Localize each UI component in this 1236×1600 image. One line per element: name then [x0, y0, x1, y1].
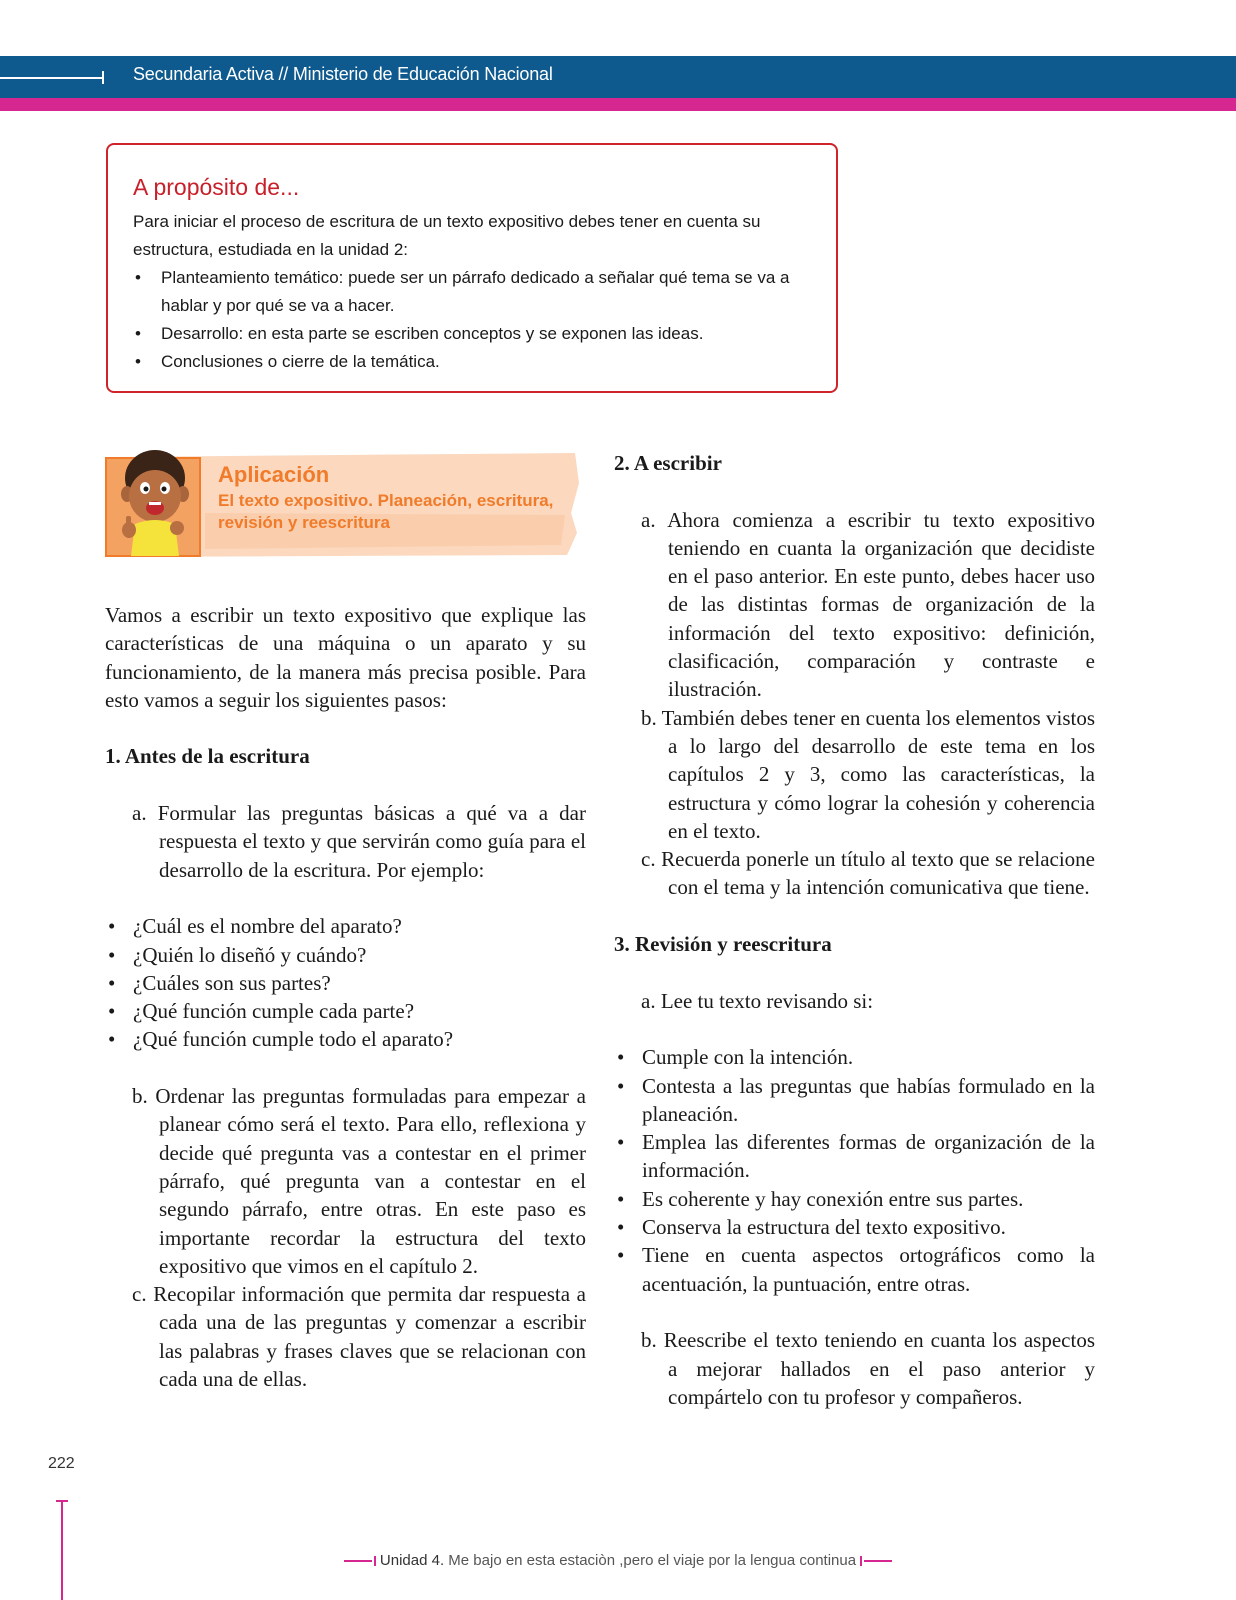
purpose-bullet: • Conclusiones o cierre de la temática.: [133, 348, 813, 376]
page-marker-line: [61, 1500, 63, 1600]
application-subtitle: El texto expositivo. Planeación, escritura, revisión y reescritura: [218, 491, 554, 532]
page-number: 222: [48, 1455, 75, 1472]
question-item: • ¿Cuál es el nombre del aparato?: [105, 912, 586, 940]
purpose-bullet: • Planteamiento temático: puede ser un párrafo dedicado a señalar qué tema se va a hablar y por qué se va a hacer.: [133, 264, 813, 320]
footer-unit-title: Me bajo en esta estaciòn ,pero el viaje por la lengua continua: [448, 1552, 857, 1569]
step2-item-a: a. Ahora comienza a escribir tu texto expositivo teniendo en cuanta la organización que decidiste en el paso anterior. En este punto, debes hacer uso de las distintas formas de organización de la información del texto expositivo: definición, clasificación, comparación y contraste e ilustración.: [641, 507, 1095, 702]
intro-paragraph: Vamos a escribir un texto expositivo que explique las características de una máquina o un aparato y su funcionamiento, de la manera más precisa posible. Para esto vamos a seguir los siguientes pasos:: [105, 603, 586, 712]
step2-item-c: c. Recuerda ponerle un título al texto que se relacione con el tema y la intención comunicativa que tiene.: [641, 847, 1095, 900]
revision-check-item: • Tiene en cuenta aspectos ortográficos como la acentuación, la puntuación, entre otras.: [614, 1241, 1095, 1298]
revision-checklist: [614, 1043, 1095, 1298]
footer-tick-left: [374, 1556, 376, 1566]
purpose-intro: Para iniciar el proceso de escritura de un texto expositivo debes tener en cuenta su estructura, estudiada en la unidad 2:: [133, 212, 761, 259]
revision-check-item: • Conserva la estructura del texto expositivo.: [614, 1213, 1095, 1241]
question-item: • ¿Cuáles son sus partes?: [105, 969, 586, 997]
header-rule: [0, 77, 104, 79]
revision-check-item: • Contesta a las preguntas que habías formulado en la planeación.: [614, 1072, 1095, 1129]
revision-check-item: • Cumple con la intención.: [614, 1043, 1095, 1071]
step-heading-writing: 2. A escribir: [614, 451, 722, 475]
footer-unit: Unidad 4.: [379, 1552, 445, 1569]
question-item: • ¿Qué función cumple todo el aparato?: [105, 1025, 586, 1053]
header-rule-tick: [102, 71, 104, 84]
right-column: [614, 449, 1095, 1411]
question-list: [105, 912, 586, 1053]
footer-rule-right: [864, 1560, 892, 1562]
question-item: • ¿Qué función cumple cada parte?: [105, 997, 586, 1025]
revision-check-item: • Emplea las diferentes formas de organización de la información.: [614, 1128, 1095, 1185]
step1-item-b: b. Ordenar las preguntas formuladas para empezar a planear cómo será el texto. Para ello, reflexiona y decide qué pregunta vas a contestar en el primer párrafo, qué pregunta van a contestar en el segundo párrafo, entre otras. En este paso es importante recordar la estructura del texto expositivo que vimos en el capítulo 2.: [132, 1084, 586, 1278]
purpose-title: A propósito de...: [133, 174, 300, 200]
purpose-bullet: • Desarrollo: en esta parte se escriben conceptos y se exponen las ideas.: [133, 320, 813, 348]
purpose-list: [133, 264, 813, 376]
step1-item-c: c. Recopilar información que permita dar respuesta a cada una de las preguntas y comenzar a escribir las palabras y frases claves que se relacionan con cada una de ellas.: [132, 1282, 586, 1392]
student-avatar-icon: [107, 444, 199, 556]
footer: [0, 1552, 1236, 1569]
step-heading-revision: 3. Revisión y reescritura: [614, 932, 832, 957]
purpose-text: [133, 208, 813, 376]
application-title: Aplicación: [218, 462, 330, 487]
header-title: Secundaria Activa // Ministerio de Educación Nacional: [133, 64, 553, 84]
revision-check-item: • Es coherente y hay conexión entre sus partes.: [614, 1185, 1095, 1213]
step1-item-a: a. Formular las preguntas básicas a qué va a dar respuesta el texto y que servirán como guía para el desarrollo de la escritura. Por ejemplo:: [132, 801, 586, 882]
header-accent-stripe: [0, 98, 1236, 111]
step3-item-a: a. Lee tu texto revisando si:: [641, 988, 874, 1013]
footer-rule-left: [344, 1560, 372, 1562]
left-column: [105, 601, 586, 1393]
step-heading-before-writing: 1. Antes de la escritura: [105, 744, 310, 769]
step3-item-b: b. Reescribe el texto teniendo en cuanta los aspectos a mejorar hallados en el paso anterior y compártelo con tu profesor y compañeros.: [641, 1328, 1095, 1409]
footer-tick-right: [860, 1556, 862, 1566]
question-item: • ¿Quién lo diseñó y cuándo?: [105, 941, 586, 969]
step2-item-b: b. También debes tener en cuenta los elementos vistos a lo largo del desarrollo de este tema en los capítulos 2 y 3, como las características, la estructura y cómo lograr la cohesión y coherencia en el texto.: [641, 705, 1095, 843]
